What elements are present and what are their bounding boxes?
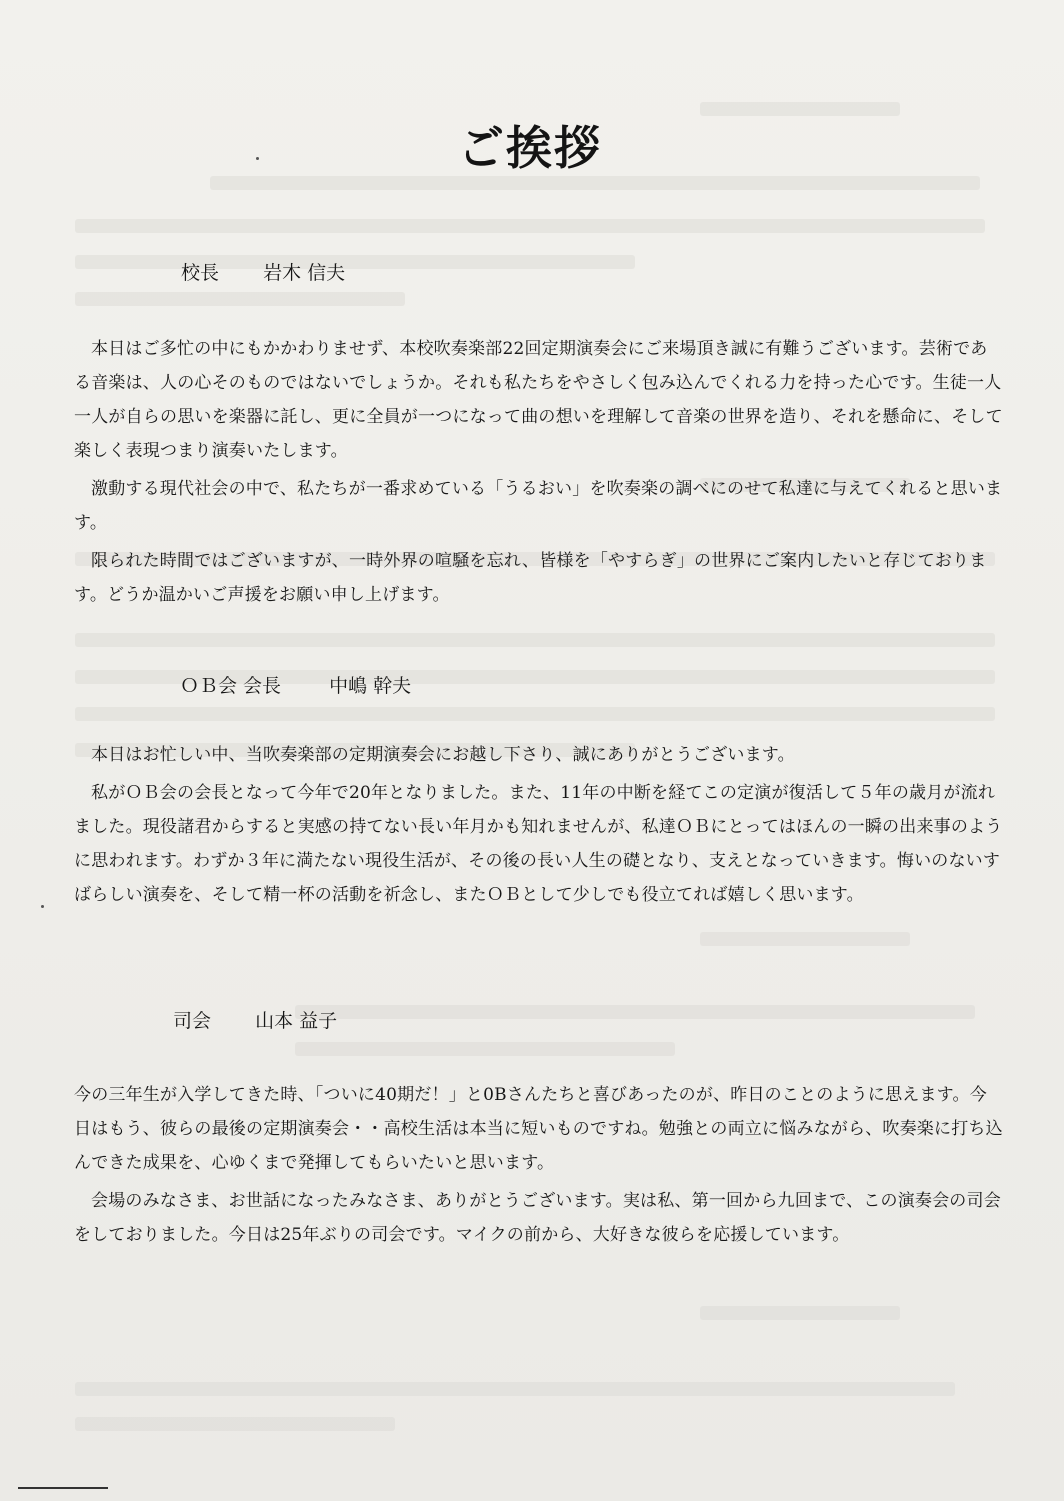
signature-ob-president (180, 671, 411, 698)
show-through-line (75, 292, 405, 306)
show-through-line (75, 255, 635, 269)
show-through-line (295, 1005, 975, 1019)
show-through-line (75, 1382, 955, 1396)
show-through-line (75, 707, 995, 721)
page-title: ご挨拶 (458, 121, 602, 175)
signature-name: 岩木 信夫 (263, 262, 346, 284)
paragraph: 激動する現代社会の中で、私たちが一番求めている「うるおい」を吹奏楽の調べにのせて私達に与えてくれると思います。 (74, 479, 1003, 533)
mc-message (74, 1078, 1004, 1252)
paper-speck (41, 905, 44, 908)
show-through-line (700, 1306, 900, 1320)
signature-mc (173, 1006, 337, 1033)
signature-principal (181, 258, 345, 285)
paragraph: 本日はご多忙の中にもかかわりませず、本校吹奏楽部22回定期演奏会にご来場頂き誠に有難うございます。芸術である音楽は、人の心そのものではないでしょうか。それも私たちをやさしく包み込んでくれる力を持った心です。生徒一人一人が自らの思いを楽器に託し、更に全員が一つになって曲の想いを理解して音楽の世界を造り、それを懸命に、そして楽しく表現つまり演奏いたします。 (74, 339, 1003, 461)
paper-speck (18, 1487, 108, 1489)
show-through-line (210, 176, 980, 190)
show-through-line (295, 1042, 675, 1056)
show-through-line (700, 932, 910, 946)
signature-name: 中嶋 幹夫 (329, 675, 412, 697)
signature-role: ＯＢ会 会長 (180, 675, 282, 697)
paragraph: 限られた時間ではございますが、一時外界の喧騒を忘れ、皆様を「やすらぎ」の世界にご案内したいと存じております。どうか温かいご声援をお願い申し上げます。 (74, 551, 987, 605)
ob-president-message (74, 738, 1004, 912)
paragraph: 今の三年生が入学してきた時、「ついに40期だ！」と0Bさんたちと喜びあったのが、昨日のことのように思えます。今日はもう、彼らの最後の定期演奏会・・高校生活は本当に短いものですね。勉強との両立に悩みながら、吹奏楽に打ち込んできた成果を、心ゆくまで発揮してもらいたいと思います。 (74, 1085, 1003, 1173)
show-through-line (75, 219, 985, 233)
paragraph: 本日はお忙しい中、当吹奏楽部の定期演奏会にお越し下さり、誠にありがとうございます。 (91, 745, 795, 765)
paragraph: 私がＯＢ会の会長となって今年で20年となりました。また、11年の中断を経てこの定演が復活して５年の歳月が流れました。現役諸君からすると実感の持てない長い年月かも知れませんが、私達ＯＢにとってはほんの一瞬の出来事のように思われます。わずか３年に満たない現役生活が、その後の長い人生の礎となり、支えとなっていきます。悔いのないすばらしい演奏を、そして精一杯の活動を祈念し、またＯＢとして少しでも役立てれば嬉しく思います。 (74, 783, 1003, 905)
paragraph: 会場のみなさま、お世話になったみなさま、ありがとうございます。実は私、第一回から九回まで、この演奏会の司会をしておりました。今日は25年ぶりの司会です。マイクの前から、大好きな彼らを応援しています。 (74, 1191, 1001, 1245)
signature-role: 司会 (173, 1010, 212, 1032)
show-through-line (75, 1417, 395, 1431)
principal-message (74, 332, 1004, 612)
signature-role: 校長 (181, 262, 220, 284)
show-through-line (75, 633, 995, 647)
signature-name: 山本 益子 (255, 1010, 338, 1032)
